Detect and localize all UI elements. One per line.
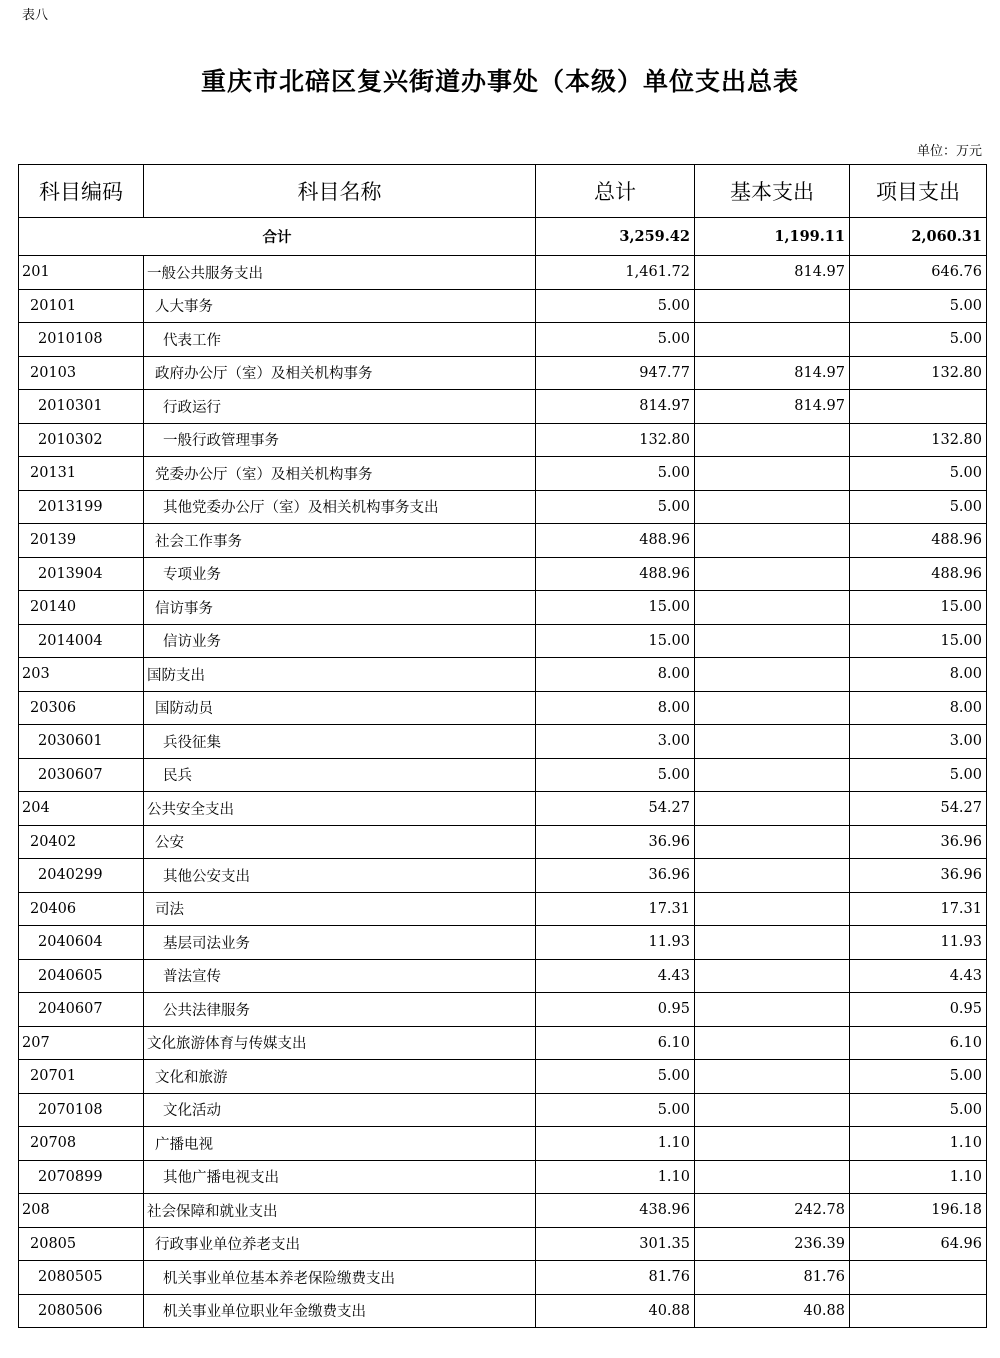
row-basic: 242.78	[695, 1194, 850, 1228]
row-code: 208	[19, 1194, 144, 1228]
row-total: 8.00	[536, 658, 695, 692]
row-total: 947.77	[536, 356, 695, 390]
row-total: 1.10	[536, 1127, 695, 1161]
row-basic	[695, 591, 850, 625]
row-code: 2030601	[19, 725, 144, 759]
row-basic: 236.39	[695, 1227, 850, 1261]
row-project: 488.96	[850, 557, 987, 591]
row-code: 20139	[19, 524, 144, 558]
row-total: 301.35	[536, 1227, 695, 1261]
row-basic	[695, 1093, 850, 1127]
row-project: 8.00	[850, 658, 987, 692]
row-total: 5.00	[536, 289, 695, 323]
row-code: 201	[19, 256, 144, 290]
row-code: 20708	[19, 1127, 144, 1161]
row-project: 1.10	[850, 1160, 987, 1194]
row-code: 2014004	[19, 624, 144, 658]
row-name: 公共法律服务	[144, 993, 536, 1027]
table-row	[19, 959, 987, 993]
row-project	[850, 390, 987, 424]
row-code: 20131	[19, 457, 144, 491]
row-basic	[695, 725, 850, 759]
row-basic	[695, 959, 850, 993]
table-row	[19, 591, 987, 625]
row-basic	[695, 624, 850, 658]
table-row	[19, 1026, 987, 1060]
row-project: 8.00	[850, 691, 987, 725]
row-total: 132.80	[536, 423, 695, 457]
row-code: 20103	[19, 356, 144, 390]
row-code: 20402	[19, 825, 144, 859]
row-basic	[695, 524, 850, 558]
row-project: 5.00	[850, 758, 987, 792]
table-row	[19, 1160, 987, 1194]
row-total: 17.31	[536, 892, 695, 926]
row-total: 814.97	[536, 390, 695, 424]
row-basic	[695, 1060, 850, 1094]
table-number-label: 表八	[22, 8, 49, 23]
row-basic: 814.97	[695, 390, 850, 424]
row-total: 3.00	[536, 725, 695, 759]
row-basic	[695, 758, 850, 792]
row-total: 81.76	[536, 1261, 695, 1295]
row-project: 5.00	[850, 289, 987, 323]
row-project: 0.95	[850, 993, 987, 1027]
row-code: 2010302	[19, 423, 144, 457]
row-name: 文化旅游体育与传媒支出	[144, 1026, 536, 1060]
row-project: 5.00	[850, 490, 987, 524]
row-total: 36.96	[536, 825, 695, 859]
row-basic	[695, 859, 850, 893]
row-total: 15.00	[536, 591, 695, 625]
unit-label: 单位：万元	[916, 144, 982, 159]
row-project: 1.10	[850, 1127, 987, 1161]
header-row	[19, 165, 987, 218]
row-project: 5.00	[850, 1060, 987, 1094]
row-project: 646.76	[850, 256, 987, 290]
row-name: 政府办公厅（室）及相关机构事务	[144, 356, 536, 390]
table-row	[19, 624, 987, 658]
row-project: 4.43	[850, 959, 987, 993]
row-project: 488.96	[850, 524, 987, 558]
row-code: 2030607	[19, 758, 144, 792]
row-name: 兵役征集	[144, 725, 536, 759]
table-row	[19, 691, 987, 725]
row-name: 信访业务	[144, 624, 536, 658]
row-total: 5.00	[536, 758, 695, 792]
row-basic	[695, 825, 850, 859]
row-basic	[695, 1160, 850, 1194]
table-row	[19, 658, 987, 692]
row-total: 8.00	[536, 691, 695, 725]
table-row	[19, 490, 987, 524]
table-row	[19, 1194, 987, 1228]
row-project: 5.00	[850, 323, 987, 357]
row-code: 20140	[19, 591, 144, 625]
table-row	[19, 825, 987, 859]
row-basic	[695, 423, 850, 457]
column-header-basic: 基本支出	[695, 165, 850, 218]
row-basic	[695, 926, 850, 960]
row-project	[850, 1261, 987, 1295]
row-name: 其他党委办公厅（室）及相关机构事务支出	[144, 490, 536, 524]
row-basic	[695, 289, 850, 323]
row-name: 行政事业单位养老支出	[144, 1227, 536, 1261]
row-name: 一般行政管理事务	[144, 423, 536, 457]
column-header-total: 总计	[536, 165, 695, 218]
row-total: 11.93	[536, 926, 695, 960]
row-project: 17.31	[850, 892, 987, 926]
row-code: 2040605	[19, 959, 144, 993]
row-project	[850, 1294, 987, 1328]
table-row	[19, 1093, 987, 1127]
row-total: 5.00	[536, 1093, 695, 1127]
row-code: 2040604	[19, 926, 144, 960]
table-row	[19, 356, 987, 390]
row-code: 2013199	[19, 490, 144, 524]
row-name: 一般公共服务支出	[144, 256, 536, 290]
row-total: 6.10	[536, 1026, 695, 1060]
row-total: 0.95	[536, 993, 695, 1027]
row-name: 公安	[144, 825, 536, 859]
table-row	[19, 524, 987, 558]
row-code: 2070108	[19, 1093, 144, 1127]
document-title: 重庆市北碚区复兴街道办事处（本级）单位支出总表	[200, 67, 799, 96]
total-basic: 1,199.11	[695, 218, 850, 256]
row-name: 国防支出	[144, 658, 536, 692]
row-total: 488.96	[536, 524, 695, 558]
row-name: 普法宣传	[144, 959, 536, 993]
row-basic	[695, 1026, 850, 1060]
row-total: 36.96	[536, 859, 695, 893]
table-row	[19, 423, 987, 457]
row-name: 公共安全支出	[144, 792, 536, 826]
row-code: 204	[19, 792, 144, 826]
row-project: 15.00	[850, 591, 987, 625]
row-project: 132.80	[850, 423, 987, 457]
row-project: 36.96	[850, 859, 987, 893]
row-name: 其他公安支出	[144, 859, 536, 893]
row-code: 2040607	[19, 993, 144, 1027]
row-code: 207	[19, 1026, 144, 1060]
row-name: 文化和旅游	[144, 1060, 536, 1094]
row-project: 132.80	[850, 356, 987, 390]
row-total: 40.88	[536, 1294, 695, 1328]
row-name: 人大事务	[144, 289, 536, 323]
row-code: 2040299	[19, 859, 144, 893]
row-basic	[695, 658, 850, 692]
row-total: 54.27	[536, 792, 695, 826]
row-project: 5.00	[850, 457, 987, 491]
table-row	[19, 1060, 987, 1094]
row-name: 国防动员	[144, 691, 536, 725]
row-code: 2010301	[19, 390, 144, 424]
table-row	[19, 457, 987, 491]
table-row	[19, 993, 987, 1027]
table-row	[19, 1294, 987, 1328]
row-name: 社会工作事务	[144, 524, 536, 558]
row-project: 196.18	[850, 1194, 987, 1228]
row-name: 其他广播电视支出	[144, 1160, 536, 1194]
table-row	[19, 859, 987, 893]
row-code: 203	[19, 658, 144, 692]
row-basic	[695, 323, 850, 357]
table-row	[19, 323, 987, 357]
row-project: 3.00	[850, 725, 987, 759]
row-code: 20701	[19, 1060, 144, 1094]
row-name: 广播电视	[144, 1127, 536, 1161]
row-code: 20805	[19, 1227, 144, 1261]
row-project: 36.96	[850, 825, 987, 859]
row-name: 党委办公厅（室）及相关机构事务	[144, 457, 536, 491]
row-code: 2010108	[19, 323, 144, 357]
row-name: 基层司法业务	[144, 926, 536, 960]
row-total: 4.43	[536, 959, 695, 993]
total-row	[19, 218, 987, 256]
table-row	[19, 892, 987, 926]
row-total: 5.00	[536, 1060, 695, 1094]
column-header-code: 科目编码	[19, 165, 144, 218]
table-row	[19, 926, 987, 960]
row-total: 15.00	[536, 624, 695, 658]
total-project: 2,060.31	[850, 218, 987, 256]
row-total: 1,461.72	[536, 256, 695, 290]
row-basic: 814.97	[695, 256, 850, 290]
row-total: 488.96	[536, 557, 695, 591]
table-row	[19, 1261, 987, 1295]
table-row	[19, 256, 987, 290]
row-basic	[695, 691, 850, 725]
expenditure-table	[18, 164, 987, 1328]
row-code: 2080505	[19, 1261, 144, 1295]
row-basic	[695, 792, 850, 826]
row-total: 5.00	[536, 490, 695, 524]
column-header-project: 项目支出	[850, 165, 987, 218]
row-total: 438.96	[536, 1194, 695, 1228]
row-code: 2013904	[19, 557, 144, 591]
row-name: 民兵	[144, 758, 536, 792]
row-basic	[695, 993, 850, 1027]
table-row	[19, 289, 987, 323]
row-name: 信访事务	[144, 591, 536, 625]
table-row	[19, 557, 987, 591]
row-code: 20306	[19, 691, 144, 725]
row-name: 行政运行	[144, 390, 536, 424]
row-name: 专项业务	[144, 557, 536, 591]
total-label: 合计	[19, 218, 536, 256]
row-name: 代表工作	[144, 323, 536, 357]
table-row	[19, 758, 987, 792]
row-name: 机关事业单位职业年金缴费支出	[144, 1294, 536, 1328]
row-basic: 814.97	[695, 356, 850, 390]
row-code: 2070899	[19, 1160, 144, 1194]
row-code: 20406	[19, 892, 144, 926]
column-header-name: 科目名称	[144, 165, 536, 218]
row-total: 1.10	[536, 1160, 695, 1194]
table-row	[19, 725, 987, 759]
row-project: 11.93	[850, 926, 987, 960]
row-basic	[695, 490, 850, 524]
row-name: 机关事业单位基本养老保险缴费支出	[144, 1261, 536, 1295]
row-total: 5.00	[536, 457, 695, 491]
row-project: 5.00	[850, 1093, 987, 1127]
row-basic	[695, 557, 850, 591]
row-basic	[695, 892, 850, 926]
row-name: 文化活动	[144, 1093, 536, 1127]
row-code: 20101	[19, 289, 144, 323]
table-row	[19, 1227, 987, 1261]
row-name: 社会保障和就业支出	[144, 1194, 536, 1228]
row-code: 2080506	[19, 1294, 144, 1328]
row-project: 6.10	[850, 1026, 987, 1060]
row-name: 司法	[144, 892, 536, 926]
row-project: 54.27	[850, 792, 987, 826]
row-basic: 40.88	[695, 1294, 850, 1328]
row-basic: 81.76	[695, 1261, 850, 1295]
total-sum: 3,259.42	[536, 218, 695, 256]
row-project: 64.96	[850, 1227, 987, 1261]
row-total: 5.00	[536, 323, 695, 357]
row-basic	[695, 457, 850, 491]
row-project: 15.00	[850, 624, 987, 658]
row-basic	[695, 1127, 850, 1161]
table-row	[19, 792, 987, 826]
table-row	[19, 1127, 987, 1161]
table-row	[19, 390, 987, 424]
